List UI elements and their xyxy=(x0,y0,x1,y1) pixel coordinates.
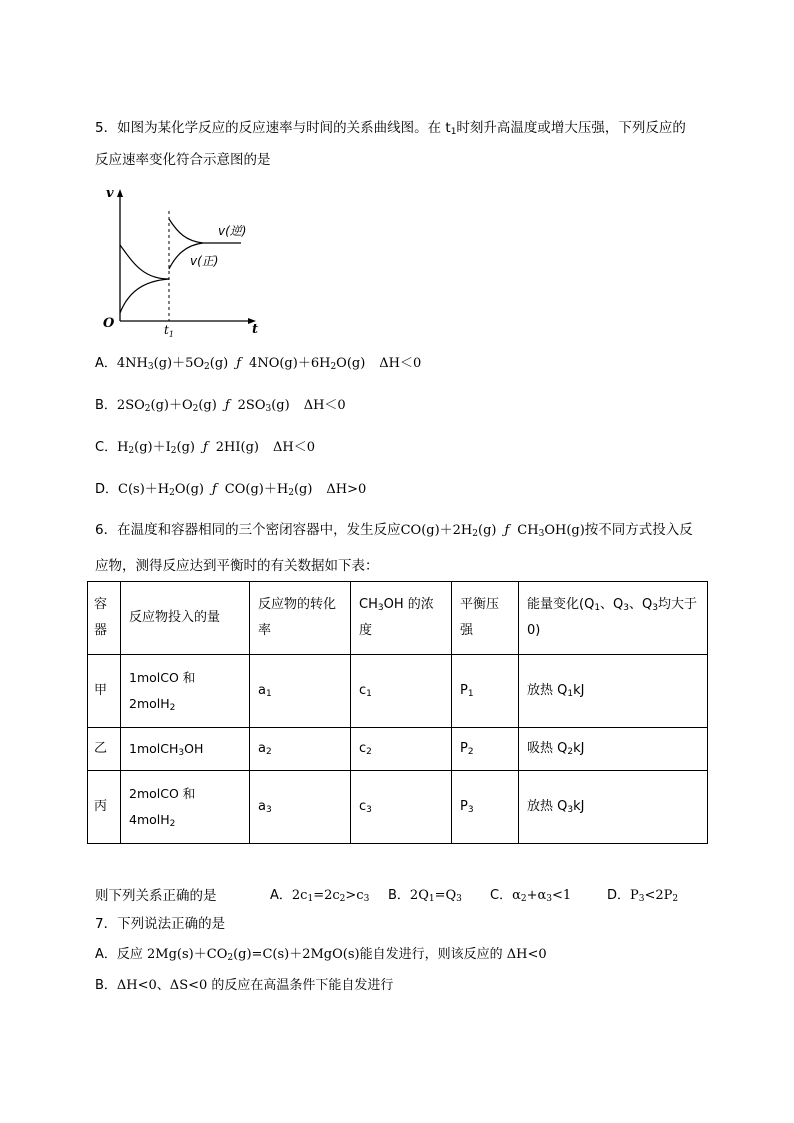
q5-stem-line1: 5．如图为某化学反应的反应速率与时间的关系曲线图。在 $t_1$时刻升高温度或增大压强，下列反应的 xyxy=(95,120,686,137)
table-header-row xyxy=(88,582,708,655)
q7-option-b: B．ΔH<0、ΔS<0 的反应在高温条件下能自发进行 xyxy=(95,978,394,993)
origin-label: O xyxy=(103,316,115,331)
q6-choice-b: B．$2Q_1=Q_3$ xyxy=(388,888,462,904)
cell-conc: $c_3$ xyxy=(351,771,452,844)
cell-reactant: 2molCO 和 4molH$_2$ xyxy=(121,771,250,844)
header-conversion: 反应物的转化 率 xyxy=(250,582,351,655)
q6-choice-d: D．$P_3<2P_2$ xyxy=(607,888,679,904)
forward-rate-curve-before xyxy=(120,279,169,313)
table-row xyxy=(88,771,708,844)
q5-option-c: C．$H_2(g)+I_2(g)$ ƒ 2HI(g) ΔH＜0 xyxy=(95,440,315,456)
cell-energy: 放热 $Q_1kJ$ xyxy=(519,655,708,728)
cell-conversion: $a_2$ xyxy=(250,728,351,771)
x-axis-label: t xyxy=(252,322,259,337)
cell-conversion: $a_1$ xyxy=(250,655,351,728)
q6-stem-line1: 6．在温度和容器相同的三个密闭容器中，发生反应$CO(g)+2H_2(g)$ ƒ $CH_3OH(g)$按不同方式投入反 xyxy=(95,522,693,539)
cell-reactant: 1molCO 和 2molH$_2$ xyxy=(121,655,250,728)
cell-reactant: 1molCH$_3$OH xyxy=(121,728,250,771)
cell-container: 甲 xyxy=(88,655,121,728)
q6-stem-line2: 应物，测得反应达到平衡时的有关数据如下表： xyxy=(95,558,379,574)
header-ch3oh-conc: $CH_3OH$ 的浓 度 xyxy=(351,582,452,655)
header-container: 容 器 xyxy=(88,582,121,655)
cell-conversion: $a_3$ xyxy=(250,771,351,844)
header-pressure: 平衡压 强 xyxy=(452,582,519,655)
y-axis-label: v xyxy=(106,186,114,201)
header-reactant-amount: 反应物投入的量 xyxy=(121,582,250,655)
t1-label: $t_1$ xyxy=(164,323,174,339)
cell-conc: $c_2$ xyxy=(351,728,452,771)
cell-container: 乙 xyxy=(88,728,121,771)
reverse-rate-label: v(逆) xyxy=(218,224,247,238)
q5-stem-line2: 反应速率变化符合示意图的是 xyxy=(95,152,271,168)
table-row xyxy=(88,728,708,771)
cell-energy: 吸热 $Q_2kJ$ xyxy=(519,728,708,771)
cell-container: 丙 xyxy=(88,771,121,844)
cell-pressure: $P_1$ xyxy=(452,655,519,728)
reverse-rate-curve-after xyxy=(169,219,203,243)
q7-stem: 7．下列说法正确的是 xyxy=(95,916,226,932)
y-axis-arrow xyxy=(117,189,123,197)
forward-rate-label: v(正) xyxy=(190,254,219,268)
equilibrium-data-table xyxy=(87,581,708,844)
q7-option-a: A．反应 $2Mg(s)+CO_2(g)=C(s)+2MgO(s)$能自发进行，则该反应的 ΔH<0 xyxy=(95,947,547,963)
q5-option-a: A．$4NH_3(g)+5O_2(g)$ ƒ $4NO(g)+6H_2O(g)$ ΔH＜0 xyxy=(95,356,422,372)
q6-ask: 则下列关系正确的是 xyxy=(95,888,217,904)
cell-pressure: $P_2$ xyxy=(452,728,519,771)
cell-pressure: $P_3$ xyxy=(452,771,519,844)
rate-time-graph xyxy=(98,183,278,343)
header-energy-change: 能量变化($Q_1$、$Q_3$、$Q_3$均大于 0) xyxy=(519,582,708,655)
q5-option-d: D．$C(s)+H_2O(g)$ ƒ $CO(g)+H_2(g)$ ΔH>0 xyxy=(95,482,367,498)
table-row xyxy=(88,655,708,728)
reverse-rate-curve-before xyxy=(120,245,169,279)
cell-energy: 放热 $Q_3kJ$ xyxy=(519,771,708,844)
cell-conc: $c_1$ xyxy=(351,655,452,728)
q6-choice-c: C．$\alpha_2+\alpha_3<1$ xyxy=(490,888,572,904)
q6-choice-a: A．$2c_1=2c_2>c_3$ xyxy=(270,888,370,904)
q5-option-b: B．$2SO_2(g)+O_2(g)$ ƒ $2SO_3(g)$ ΔH＜0 xyxy=(95,398,346,414)
